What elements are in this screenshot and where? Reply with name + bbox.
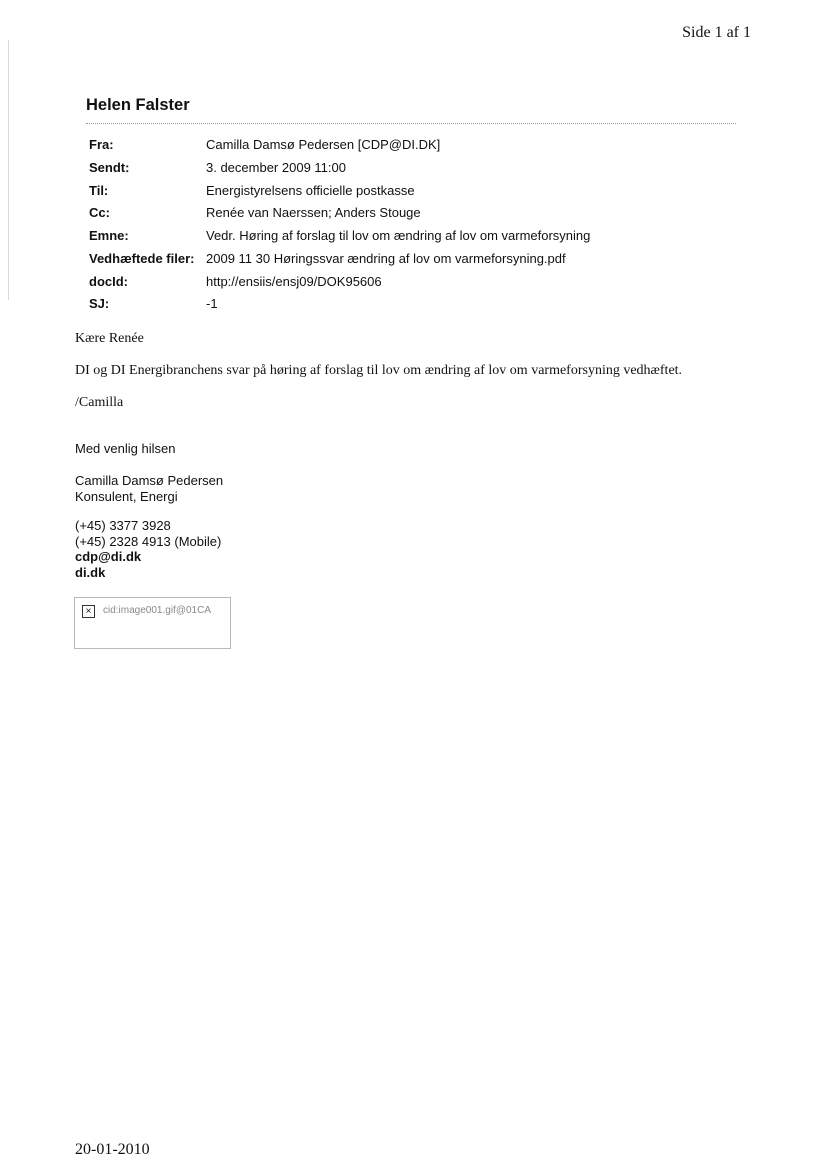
meta-key: Til: xyxy=(89,182,109,198)
meta-row-attachments xyxy=(89,248,590,271)
meta-key: SJ: xyxy=(89,296,110,312)
meta-row-docid xyxy=(89,271,590,294)
meta-row-cc xyxy=(89,202,590,225)
meta-value: Energistyrelsens officielle postkasse xyxy=(206,182,415,198)
header-divider xyxy=(86,123,736,124)
meta-row-sj xyxy=(89,293,590,316)
signoff: /Camilla xyxy=(75,395,124,410)
page-number: Side 1 af 1 xyxy=(682,24,751,41)
meta-key: Sendt: xyxy=(89,159,130,175)
meta-row-to xyxy=(89,180,590,203)
meta-value: 2009 11 30 Høringssvar ændring af lov om varmeforsyning.pdf xyxy=(206,250,566,266)
print-date: 20-01-2010 xyxy=(75,1141,150,1158)
mailbox-owner-name: Helen Falster xyxy=(86,96,190,114)
signature-name: Camilla Damsø Pedersen xyxy=(75,473,224,488)
meta-key: docId: xyxy=(89,273,128,289)
meta-row-from xyxy=(89,134,590,157)
meta-value: Camilla Damsø Pedersen [CDP@DI.DK] xyxy=(206,137,441,152)
meta-key: Fra: xyxy=(89,137,114,152)
image-placeholder-label: cid:image001.gif@01CA xyxy=(103,605,211,616)
meta-row-sent xyxy=(89,157,590,180)
closing-line: Med venlig hilsen xyxy=(75,441,176,456)
email-metadata xyxy=(89,134,590,316)
phone-number: (+45) 3377 3928 xyxy=(75,518,171,533)
mobile-number: (+45) 2328 4913 (Mobile) xyxy=(75,533,222,549)
meta-key: Vedhæftede filer: xyxy=(89,250,195,266)
meta-value: Renée van Naerssen; Anders Stouge xyxy=(206,205,421,221)
embedded-image-placeholder xyxy=(74,597,231,649)
broken-image-icon: × xyxy=(82,605,95,618)
contact-block xyxy=(75,518,221,580)
meta-key: Emne: xyxy=(89,228,129,243)
website-link[interactable]: di.dk xyxy=(75,564,106,580)
signature-title: Konsulent, Energi xyxy=(75,488,178,504)
email-link[interactable]: cdp@di.dk xyxy=(75,549,142,564)
meta-value: -1 xyxy=(206,296,218,312)
meta-value: 3. december 2009 11:00 xyxy=(206,159,346,175)
scan-edge-line xyxy=(8,40,9,300)
meta-value: http://ensiis/ensj09/DOK95606 xyxy=(206,273,382,289)
meta-value: Vedr. Høring af forslag til lov om ændring af lov om varmeforsyning xyxy=(206,228,591,243)
message-paragraph: DI og DI Energibranchens svar på høring af forslag til lov om ændring af lov om varmeforsyning vedhæftet. xyxy=(75,363,683,378)
meta-row-subject xyxy=(89,225,590,248)
greeting: Kære Renée xyxy=(75,331,144,346)
meta-key: Cc: xyxy=(89,205,110,221)
signature-block xyxy=(75,473,223,504)
